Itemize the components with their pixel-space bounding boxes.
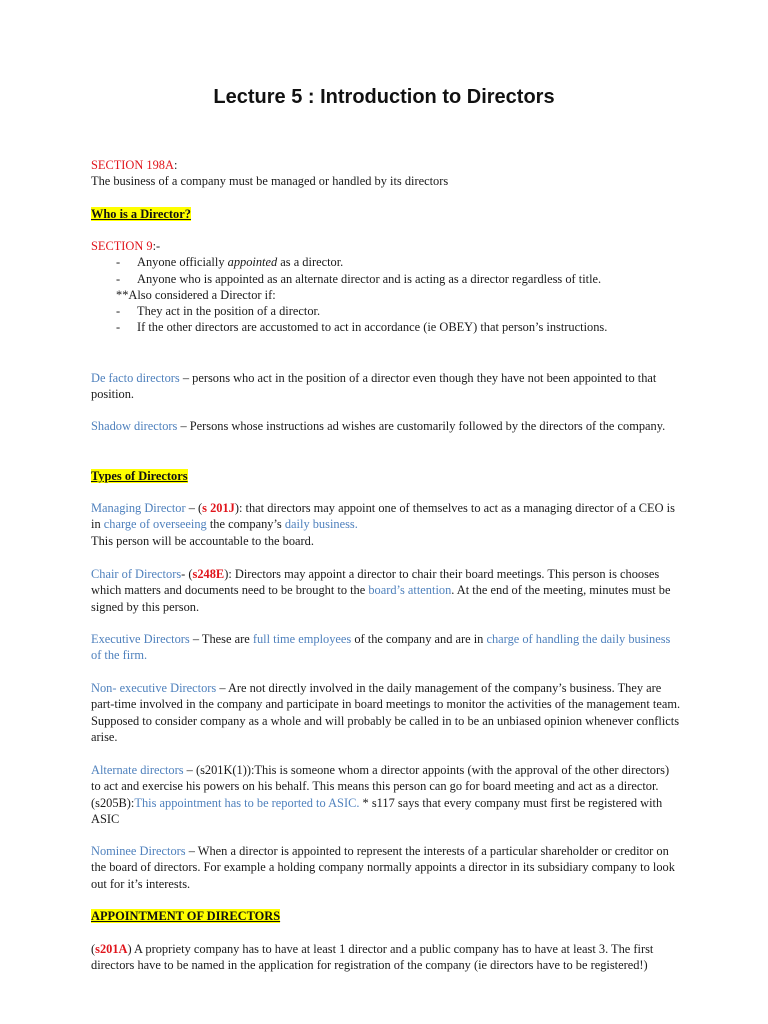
non-executive-term: Non- executive Directors [91,681,217,695]
types-of-directors-heading: Types of Directors [91,469,188,483]
appointment-heading-line [91,908,681,924]
who-is-director-heading: Who is a Director? [91,207,191,221]
alternate-text: – (s201K(1)):This is someone whom a director appoints (with the approval of the other directors) to act and exercise his powers on his behalf. This means this person can go for board meeting and act as a director. (s205B): [91,763,670,810]
nominee-term: Nominee Directors [91,844,186,858]
shadow-text: – Persons whose instructions ad wishes are customarily followed by the directors of the company. [177,419,666,433]
section-198a-text: The business of a company must be managed or handled by its directors [91,174,449,189]
executive-text: – These are [189,632,253,646]
section-9-heading: SECTION 9 [91,239,153,253]
de-facto-paragraph [91,370,681,403]
chair-text: . At the end of the meeting, minutes must be signed by this person. [91,583,671,614]
list-text: If the other directors are accustomed to act in accordance (ie OBEY) that person’s instructions. [137,320,608,335]
who-heading-line [91,206,681,222]
de-facto-text: – persons who act in the position of a director even though they have not been appointed to that position. [91,371,657,402]
nominee-text: – When a director is appointed to represent the interests of a particular shareholder or creditor on the board of directors. For example a holding company normally appoints a director in its subsidiary company to look out for it’s interests. [91,844,675,891]
list-item [91,319,681,335]
s201a-ref: s201A [95,942,128,956]
list-item [91,271,681,287]
s201a-paragraph [91,941,681,974]
s201a-open-paren: ( [91,942,96,956]
chair-term: Chair of Directors [91,567,182,581]
managing-dash: – ( [185,501,203,515]
section-198a-heading: SECTION 198A [91,158,174,172]
list-text: They act in the position of a director. [137,304,321,319]
section-9 [91,238,681,336]
managing-paragraph [91,500,681,549]
managing-ref: s 201J [202,501,235,515]
bullet-dash: - [116,320,121,335]
executive-text: of the company and are in [351,632,487,646]
non-executive-text: – Are not directly involved in the daily management of the company’s business. They are part-time involved in the company and participate in board meetings to monitor the activities of the management team. Supposed to consider company as a whole and will probably be called in to be an unbiased opinion whenever conflicts arise. [91,681,681,744]
types-heading-line [91,468,681,484]
chair-ref: s248E [192,567,225,581]
chair-dash: - ( [181,567,193,581]
bullet-dash: - [116,271,121,286]
nominee-paragraph [91,843,681,892]
list-item [91,254,681,270]
de-facto-term: De facto directors [91,371,180,385]
alternate-highlight: This appointment has to be reported to ASIC. [134,795,360,810]
chair-text: ): Directors may appoint a director to chair their board meetings. This person is chooses which matters and documents need to be brought to the [91,567,660,598]
section-198a [91,157,681,190]
section-198a-colon: : [173,158,178,172]
alternate-paragraph [91,762,681,827]
appointment-of-directors-heading: APPOINTMENT OF DIRECTORS [91,909,281,923]
managing-text: This person will be accountable to the board. [91,533,314,548]
page-title: Lecture 5 : Introduction to Directors [213,86,555,108]
list-item [91,303,681,319]
managing-term: Managing Director [91,501,186,515]
executive-paragraph [91,631,681,664]
s201a-text: ) A propriety company has to have at least 1 director and a public company has to have at least 3. The first directors have to be named in the application for registration of the company (ie directors have to be registered!) [91,942,654,973]
non-executive-paragraph [91,680,681,745]
executive-term: Executive Directors [91,632,190,646]
chair-highlight: board’s attention [368,583,452,598]
executive-highlight: charge of handling the daily business of the firm. [91,632,671,663]
chair-paragraph [91,566,681,615]
shadow-term: Shadow directors [91,419,178,433]
list-text: Anyone officially [137,255,228,270]
bullet-dash: - [116,304,121,319]
list-text: as a director. [277,255,344,270]
managing-highlight: daily business. [284,517,358,532]
managing-text: ): that directors may appoint one of themselves to act as a managing director of a CEO is in [91,501,675,532]
shadow-paragraph [91,418,681,434]
executive-highlight: full time employees [252,632,352,646]
list-emphasis: appointed [227,255,278,270]
bullet-dash: - [116,255,121,270]
list-text: Anyone who is appointed as an alternate director and is acting as a director regardless of title. [137,271,602,286]
managing-text: the company’s [206,517,285,532]
also-considered-note: **Also considered a Director if: [116,287,276,302]
alternate-text: * s117 says that every company must first be registered with ASIC [91,795,663,826]
managing-highlight: charge of overseeing [103,517,207,532]
alternate-term: Alternate directors [91,763,184,777]
section-9-suffix: :- [152,239,161,253]
